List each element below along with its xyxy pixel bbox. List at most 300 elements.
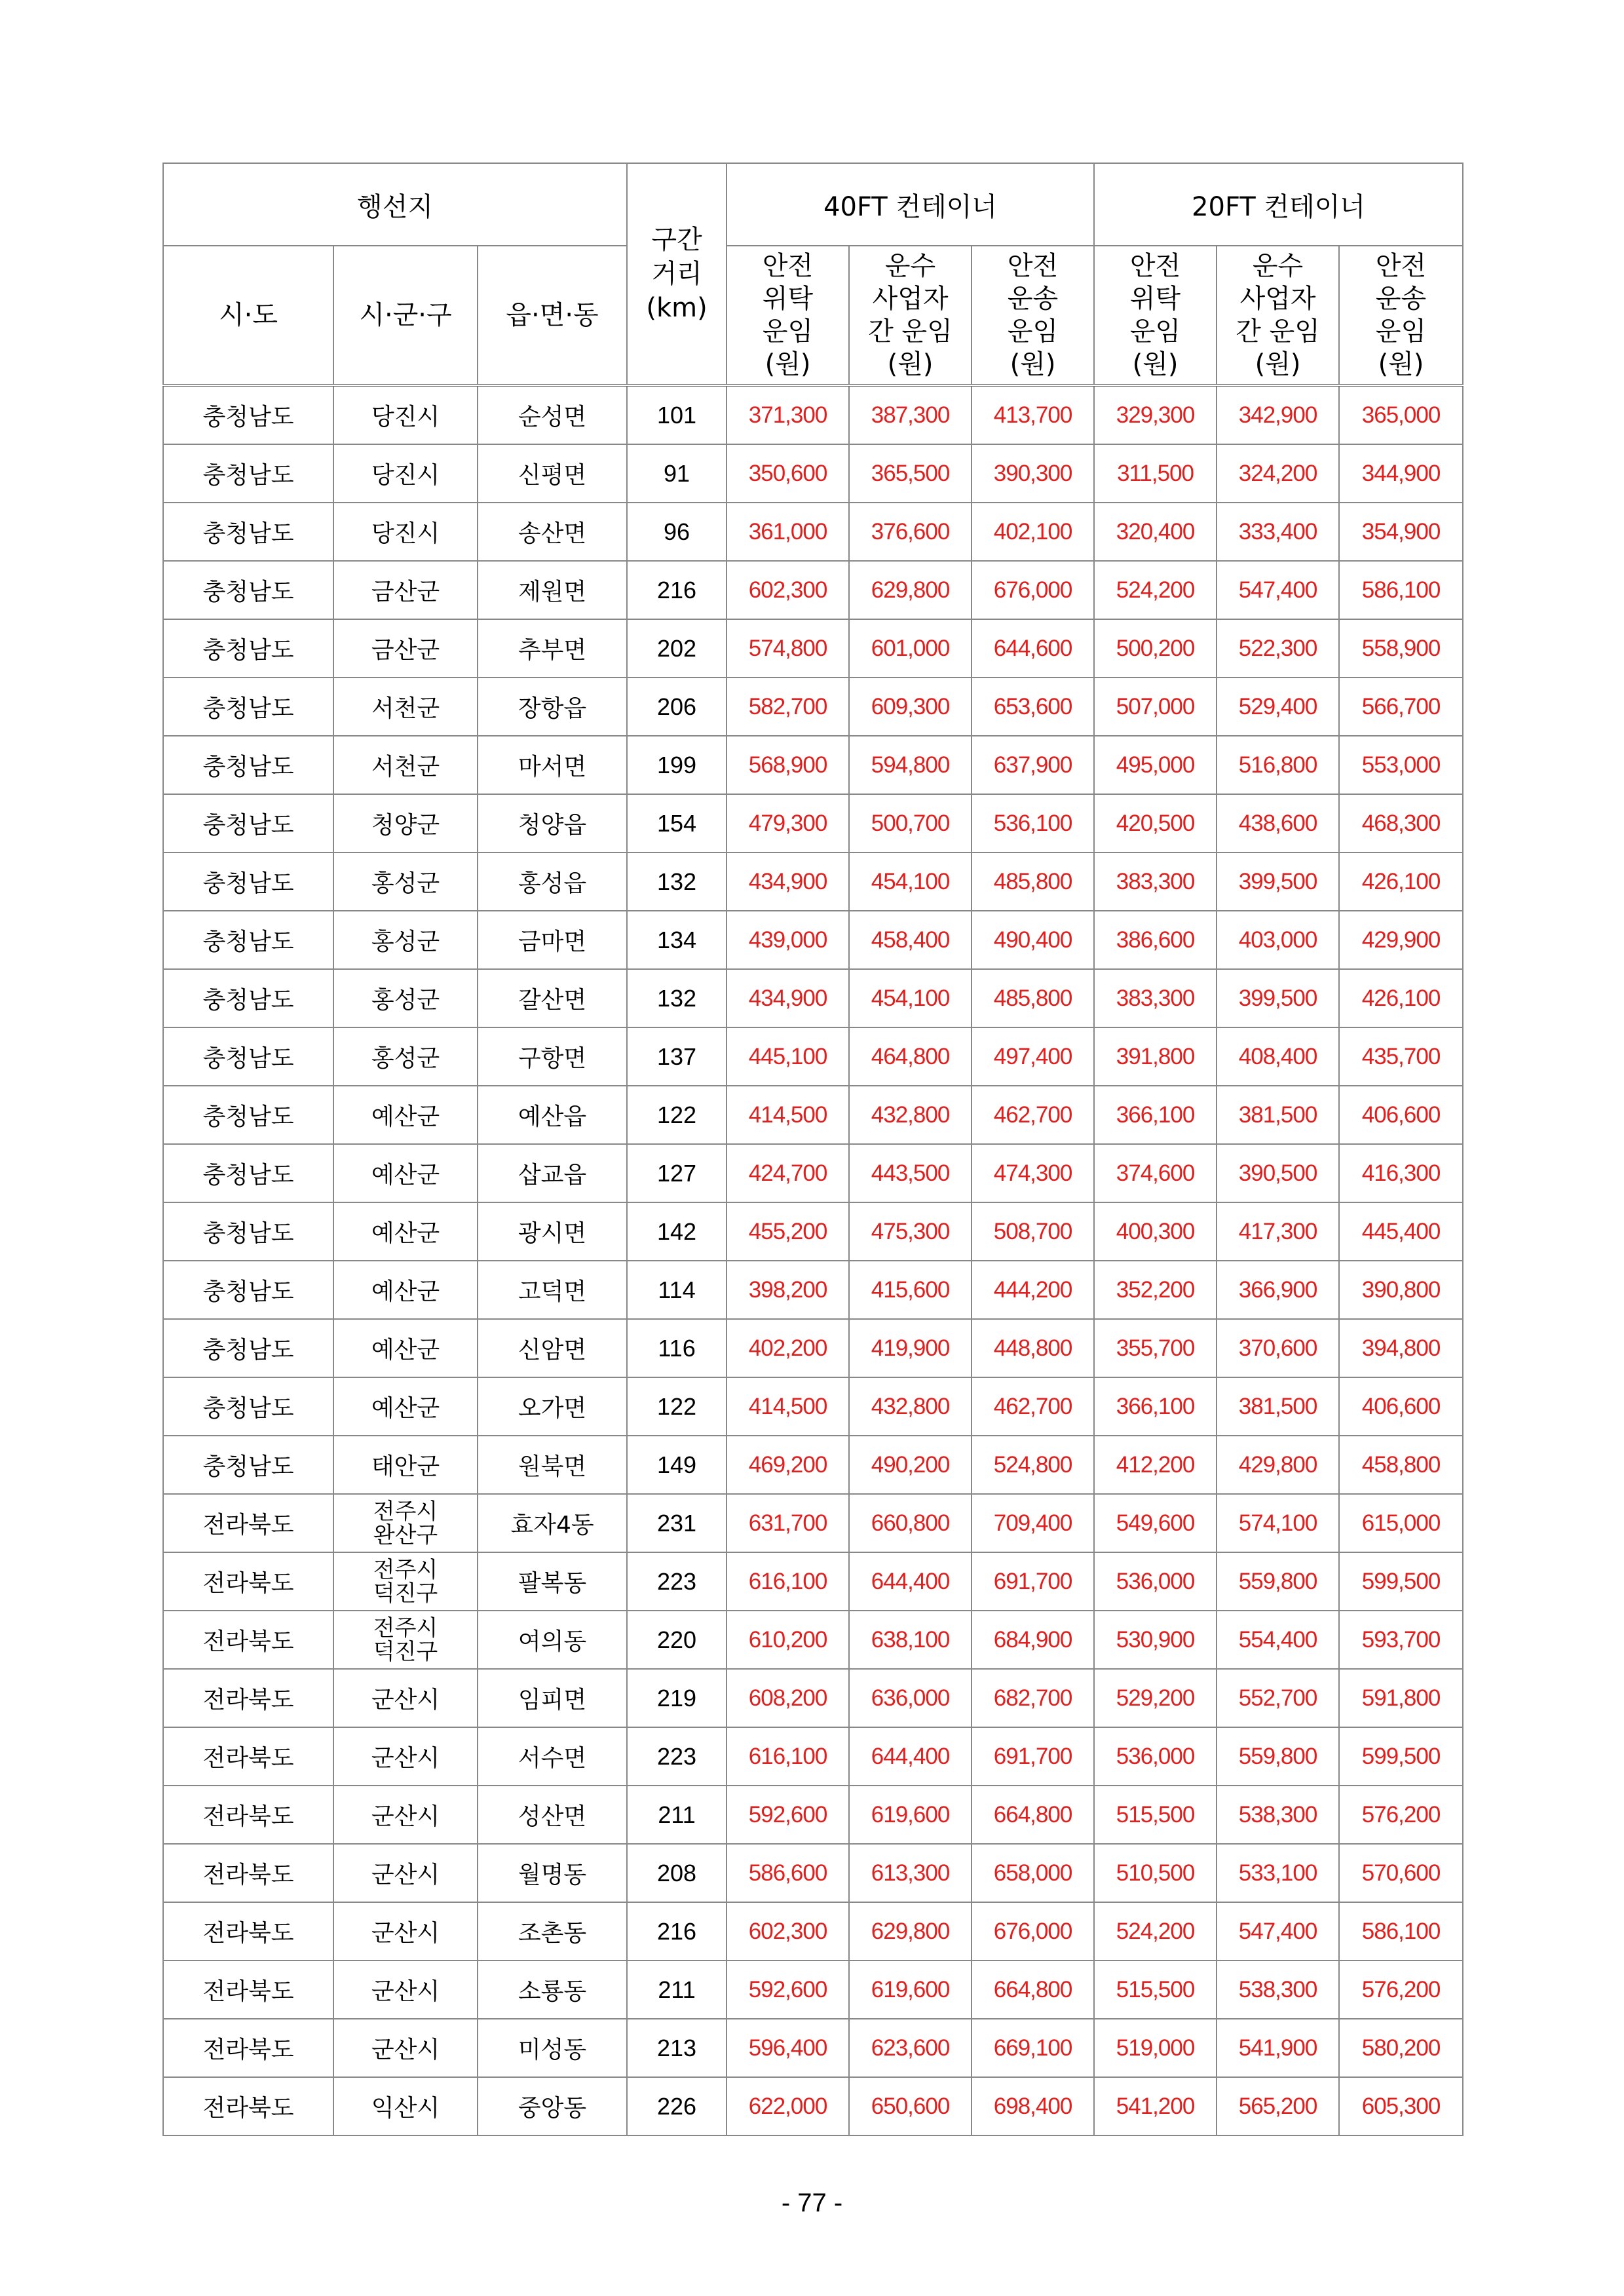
cell-ft40-between-carriers: 490,200 [849, 1436, 972, 1494]
cell-ft40-between-carriers: 636,000 [849, 1669, 972, 1727]
cell-sigungu: 군산시 [333, 1844, 478, 1902]
table-row [163, 1494, 1463, 1552]
rate-table-body [163, 385, 1463, 2135]
cell-ft20-safe-transport: 394,800 [1339, 1319, 1463, 1377]
cell-ft40-between-carriers: 464,800 [849, 1027, 972, 1086]
cell-eupmyeondong: 소룡동 [478, 1961, 627, 2019]
cell-distance-km: 149 [627, 1436, 727, 1494]
cell-ft40-safe-consign: 602,300 [727, 561, 849, 619]
cell-ft40-safe-transport: 664,800 [972, 1786, 1094, 1844]
cell-ft40-between-carriers: 629,800 [849, 1902, 972, 1961]
cell-ft40-safe-transport: 669,100 [972, 2019, 1094, 2077]
cell-eupmyeondong: 송산면 [478, 503, 627, 561]
cell-ft40-between-carriers: 660,800 [849, 1494, 972, 1552]
cell-ft40-safe-consign: 608,200 [727, 1669, 849, 1727]
cell-ft40-safe-transport: 691,700 [972, 1727, 1094, 1786]
cell-ft20-between-carriers: 429,800 [1217, 1436, 1339, 1494]
cell-eupmyeondong: 고덕면 [478, 1261, 627, 1319]
cell-ft40-safe-transport: 682,700 [972, 1669, 1094, 1727]
cell-sigungu: 익산시 [333, 2077, 478, 2135]
cell-eupmyeondong: 신암면 [478, 1319, 627, 1377]
cell-ft20-between-carriers: 390,500 [1217, 1144, 1339, 1202]
table-row [163, 969, 1463, 1027]
cell-sido: 충청남도 [163, 736, 333, 794]
cell-ft40-safe-transport: 524,800 [972, 1436, 1094, 1494]
cell-ft40-between-carriers: 376,600 [849, 503, 972, 561]
header-sigungu: 시·군·구 [333, 246, 478, 385]
cell-ft20-between-carriers: 565,200 [1217, 2077, 1339, 2135]
cell-sigungu: 홍성군 [333, 852, 478, 911]
cell-ft40-safe-consign: 582,700 [727, 678, 849, 736]
cell-ft20-safe-transport: 586,100 [1339, 1902, 1463, 1961]
cell-ft40-between-carriers: 619,600 [849, 1786, 972, 1844]
table-row [163, 1844, 1463, 1902]
cell-ft20-safe-consign: 515,500 [1094, 1786, 1217, 1844]
cell-ft20-safe-transport: 593,700 [1339, 1611, 1463, 1669]
page-number: - 77 - [781, 2189, 843, 2217]
cell-sido: 충청남도 [163, 1436, 333, 1494]
table-row [163, 852, 1463, 911]
cell-ft40-safe-transport: 413,700 [972, 385, 1094, 444]
cell-ft20-safe-consign: 412,200 [1094, 1436, 1217, 1494]
cell-ft40-between-carriers: 601,000 [849, 619, 972, 678]
cell-sido: 전라북도 [163, 2077, 333, 2135]
cell-distance-km: 220 [627, 1611, 727, 1669]
cell-ft20-between-carriers: 522,300 [1217, 619, 1339, 678]
cell-sido: 충청남도 [163, 1144, 333, 1202]
header-eupmyeondong: 읍·면·동 [478, 246, 627, 385]
cell-ft20-safe-transport: 566,700 [1339, 678, 1463, 736]
cell-ft40-safe-consign: 568,900 [727, 736, 849, 794]
cell-ft40-safe-consign: 592,600 [727, 1786, 849, 1844]
cell-eupmyeondong: 제원면 [478, 561, 627, 619]
table-row [163, 1319, 1463, 1377]
cell-ft20-between-carriers: 559,800 [1217, 1727, 1339, 1786]
cell-ft40-safe-consign: 616,100 [727, 1727, 849, 1786]
cell-ft20-safe-consign: 355,700 [1094, 1319, 1217, 1377]
cell-ft20-safe-consign: 524,200 [1094, 1902, 1217, 1961]
cell-sigungu: 당진시 [333, 385, 478, 444]
cell-eupmyeondong: 장항읍 [478, 678, 627, 736]
cell-eupmyeondong: 월명동 [478, 1844, 627, 1902]
cell-sido: 전라북도 [163, 1786, 333, 1844]
cell-distance-km: 213 [627, 2019, 727, 2077]
cell-ft20-safe-consign: 524,200 [1094, 561, 1217, 619]
cell-distance-km: 216 [627, 1902, 727, 1961]
cell-sido: 전라북도 [163, 1844, 333, 1902]
cell-ft20-safe-transport: 599,500 [1339, 1552, 1463, 1611]
cell-ft20-safe-consign: 366,100 [1094, 1377, 1217, 1436]
cell-distance-km: 91 [627, 444, 727, 503]
cell-ft40-between-carriers: 419,900 [849, 1319, 972, 1377]
cell-ft20-safe-consign: 495,000 [1094, 736, 1217, 794]
cell-eupmyeondong: 조촌동 [478, 1902, 627, 1961]
cell-sigungu: 예산군 [333, 1202, 478, 1261]
cell-ft40-safe-transport: 709,400 [972, 1494, 1094, 1552]
table-row [163, 1202, 1463, 1261]
table-row [163, 1436, 1463, 1494]
cell-distance-km: 122 [627, 1086, 727, 1144]
cell-distance-km: 132 [627, 852, 727, 911]
cell-ft20-safe-transport: 416,300 [1339, 1144, 1463, 1202]
cell-ft20-between-carriers: 381,500 [1217, 1086, 1339, 1144]
cell-ft20-between-carriers: 333,400 [1217, 503, 1339, 561]
cell-ft40-between-carriers: 619,600 [849, 1961, 972, 2019]
cell-ft40-safe-consign: 434,900 [727, 969, 849, 1027]
cell-ft20-between-carriers: 408,400 [1217, 1027, 1339, 1086]
header-destination: 행선지 [163, 163, 627, 246]
cell-eupmyeondong: 갈산면 [478, 969, 627, 1027]
cell-ft40-between-carriers: 613,300 [849, 1844, 972, 1902]
cell-ft20-safe-transport: 426,100 [1339, 969, 1463, 1027]
cell-ft40-safe-consign: 424,700 [727, 1144, 849, 1202]
cell-sigungu: 서천군 [333, 736, 478, 794]
cell-distance-km: 127 [627, 1144, 727, 1202]
cell-ft40-safe-consign: 574,800 [727, 619, 849, 678]
cell-ft20-safe-consign: 320,400 [1094, 503, 1217, 561]
cell-ft20-between-carriers: 403,000 [1217, 911, 1339, 969]
cell-ft40-between-carriers: 623,600 [849, 2019, 972, 2077]
cell-ft40-between-carriers: 644,400 [849, 1552, 972, 1611]
cell-eupmyeondong: 마서면 [478, 736, 627, 794]
cell-ft20-safe-consign: 352,200 [1094, 1261, 1217, 1319]
cell-sido: 충청남도 [163, 619, 333, 678]
cell-eupmyeondong: 삽교읍 [478, 1144, 627, 1202]
table-row [163, 385, 1463, 444]
cell-distance-km: 208 [627, 1844, 727, 1902]
cell-eupmyeondong: 구항면 [478, 1027, 627, 1086]
cell-ft40-safe-transport: 474,300 [972, 1144, 1094, 1202]
cell-distance-km: 202 [627, 619, 727, 678]
cell-ft40-safe-transport: 637,900 [972, 736, 1094, 794]
table-row [163, 1552, 1463, 1611]
cell-ft20-safe-transport: 406,600 [1339, 1086, 1463, 1144]
cell-sigungu: 군산시 [333, 1669, 478, 1727]
table-row [163, 2019, 1463, 2077]
cell-eupmyeondong: 광시면 [478, 1202, 627, 1261]
cell-ft40-safe-transport: 658,000 [972, 1844, 1094, 1902]
cell-sigungu: 예산군 [333, 1144, 478, 1202]
cell-ft40-safe-transport: 536,100 [972, 794, 1094, 852]
cell-distance-km: 206 [627, 678, 727, 736]
cell-ft40-between-carriers: 638,100 [849, 1611, 972, 1669]
cell-ft20-between-carriers: 552,700 [1217, 1669, 1339, 1727]
cell-ft40-between-carriers: 594,800 [849, 736, 972, 794]
cell-ft40-safe-consign: 439,000 [727, 911, 849, 969]
cell-ft20-safe-transport: 354,900 [1339, 503, 1463, 561]
table-row [163, 619, 1463, 678]
cell-ft40-safe-consign: 350,600 [727, 444, 849, 503]
cell-eupmyeondong: 여의동 [478, 1611, 627, 1669]
cell-ft20-safe-transport: 365,000 [1339, 385, 1463, 444]
header-40ft-safe-consign-rate: 안전 위탁 운임 (원) [727, 246, 849, 385]
cell-distance-km: 211 [627, 1786, 727, 1844]
table-row [163, 1611, 1463, 1669]
cell-sido: 충청남도 [163, 852, 333, 911]
cell-ft20-safe-transport: 390,800 [1339, 1261, 1463, 1319]
cell-ft40-safe-transport: 462,700 [972, 1377, 1094, 1436]
cell-ft20-safe-consign: 329,300 [1094, 385, 1217, 444]
cell-ft40-safe-transport: 676,000 [972, 561, 1094, 619]
cell-ft40-safe-consign: 414,500 [727, 1086, 849, 1144]
cell-ft40-safe-transport: 485,800 [972, 852, 1094, 911]
cell-ft20-between-carriers: 370,600 [1217, 1319, 1339, 1377]
cell-sido: 충청남도 [163, 1319, 333, 1377]
cell-ft20-safe-transport: 406,600 [1339, 1377, 1463, 1436]
cell-sido: 충청남도 [163, 1202, 333, 1261]
cell-ft20-between-carriers: 533,100 [1217, 1844, 1339, 1902]
cell-eupmyeondong: 팔복동 [478, 1552, 627, 1611]
cell-sido: 충청남도 [163, 969, 333, 1027]
table-row [163, 1669, 1463, 1727]
cell-sigungu: 예산군 [333, 1377, 478, 1436]
cell-sigungu: 군산시 [333, 1727, 478, 1786]
cell-ft20-safe-consign: 311,500 [1094, 444, 1217, 503]
cell-eupmyeondong: 청양읍 [478, 794, 627, 852]
cell-ft20-between-carriers: 574,100 [1217, 1494, 1339, 1552]
cell-ft40-between-carriers: 500,700 [849, 794, 972, 852]
cell-sido: 충청남도 [163, 444, 333, 503]
cell-distance-km: 116 [627, 1319, 727, 1377]
cell-distance-km: 137 [627, 1027, 727, 1086]
cell-sigungu: 전주시 완산구 [333, 1494, 478, 1552]
cell-ft20-safe-consign: 519,000 [1094, 2019, 1217, 2077]
cell-sigungu: 당진시 [333, 503, 478, 561]
cell-ft20-between-carriers: 541,900 [1217, 2019, 1339, 2077]
table-row [163, 1086, 1463, 1144]
cell-ft20-between-carriers: 538,300 [1217, 1786, 1339, 1844]
table-row [163, 911, 1463, 969]
cell-distance-km: 223 [627, 1552, 727, 1611]
cell-ft20-safe-transport: 580,200 [1339, 2019, 1463, 2077]
cell-ft40-safe-transport: 462,700 [972, 1086, 1094, 1144]
cell-ft40-safe-consign: 371,300 [727, 385, 849, 444]
cell-ft40-safe-transport: 508,700 [972, 1202, 1094, 1261]
cell-sido: 전라북도 [163, 1902, 333, 1961]
cell-ft20-safe-transport: 445,400 [1339, 1202, 1463, 1261]
cell-ft20-safe-transport: 605,300 [1339, 2077, 1463, 2135]
cell-sigungu: 군산시 [333, 1902, 478, 1961]
cell-sido: 충청남도 [163, 1086, 333, 1144]
cell-sido: 전라북도 [163, 1611, 333, 1669]
cell-ft40-safe-transport: 448,800 [972, 1319, 1094, 1377]
cell-eupmyeondong: 순성면 [478, 385, 627, 444]
cell-sido: 충청남도 [163, 1027, 333, 1086]
cell-eupmyeondong: 서수면 [478, 1727, 627, 1786]
cell-sigungu: 군산시 [333, 1961, 478, 2019]
cell-eupmyeondong: 효자4동 [478, 1494, 627, 1552]
cell-ft20-between-carriers: 399,500 [1217, 852, 1339, 911]
header-distance: 구간 거리 (km) [627, 163, 727, 385]
cell-ft20-between-carriers: 559,800 [1217, 1552, 1339, 1611]
cell-sido: 충청남도 [163, 1377, 333, 1436]
cell-distance-km: 211 [627, 1961, 727, 2019]
cell-ft20-safe-consign: 536,000 [1094, 1552, 1217, 1611]
table-row [163, 444, 1463, 503]
cell-eupmyeondong: 중앙동 [478, 2077, 627, 2135]
cell-ft40-safe-consign: 592,600 [727, 1961, 849, 2019]
cell-ft20-between-carriers: 547,400 [1217, 1902, 1339, 1961]
cell-sigungu: 전주시 덕진구 [333, 1611, 478, 1669]
cell-ft40-between-carriers: 609,300 [849, 678, 972, 736]
cell-distance-km: 219 [627, 1669, 727, 1727]
cell-sido: 충청남도 [163, 503, 333, 561]
cell-distance-km: 101 [627, 385, 727, 444]
cell-ft20-between-carriers: 554,400 [1217, 1611, 1339, 1669]
cell-ft20-between-carriers: 529,400 [1217, 678, 1339, 736]
cell-sido: 전라북도 [163, 1727, 333, 1786]
table-row [163, 1727, 1463, 1786]
table-row [163, 794, 1463, 852]
cell-sido: 충청남도 [163, 794, 333, 852]
cell-ft20-safe-transport: 586,100 [1339, 561, 1463, 619]
table-row [163, 1144, 1463, 1202]
cell-ft20-safe-consign: 530,900 [1094, 1611, 1217, 1669]
cell-eupmyeondong: 임피면 [478, 1669, 627, 1727]
table-row [163, 1786, 1463, 1844]
cell-ft40-safe-consign: 596,400 [727, 2019, 849, 2077]
cell-ft40-between-carriers: 644,400 [849, 1727, 972, 1786]
cell-sido: 전라북도 [163, 2019, 333, 2077]
cell-sigungu: 태안군 [333, 1436, 478, 1494]
cell-ft20-safe-transport: 435,700 [1339, 1027, 1463, 1086]
cell-ft40-between-carriers: 432,800 [849, 1086, 972, 1144]
header-40ft-container: 40FT 컨테이너 [727, 163, 1094, 246]
cell-ft20-safe-consign: 366,100 [1094, 1086, 1217, 1144]
cell-sido: 충청남도 [163, 678, 333, 736]
cell-ft20-safe-transport: 344,900 [1339, 444, 1463, 503]
table-row [163, 1027, 1463, 1086]
cell-ft20-between-carriers: 516,800 [1217, 736, 1339, 794]
cell-sido: 충청남도 [163, 911, 333, 969]
header-20ft-safe-transport-rate: 안전 운송 운임 (원) [1339, 246, 1463, 385]
table-row [163, 1377, 1463, 1436]
cell-ft40-safe-consign: 434,900 [727, 852, 849, 911]
cell-distance-km: 199 [627, 736, 727, 794]
cell-ft40-safe-consign: 445,100 [727, 1027, 849, 1086]
cell-eupmyeondong: 오가면 [478, 1377, 627, 1436]
cell-sido: 전라북도 [163, 1669, 333, 1727]
cell-ft40-safe-transport: 402,100 [972, 503, 1094, 561]
table-row [163, 678, 1463, 736]
cell-ft20-between-carriers: 324,200 [1217, 444, 1339, 503]
cell-sigungu: 전주시 덕진구 [333, 1552, 478, 1611]
cell-ft40-safe-consign: 469,200 [727, 1436, 849, 1494]
cell-sigungu: 예산군 [333, 1261, 478, 1319]
cell-sigungu: 예산군 [333, 1086, 478, 1144]
cell-sido: 전라북도 [163, 1961, 333, 2019]
cell-sigungu: 홍성군 [333, 1027, 478, 1086]
cell-distance-km: 226 [627, 2077, 727, 2135]
cell-sigungu: 청양군 [333, 794, 478, 852]
table-row [163, 736, 1463, 794]
cell-sido: 충청남도 [163, 1261, 333, 1319]
cell-ft40-safe-transport: 698,400 [972, 2077, 1094, 2135]
cell-ft40-safe-consign: 479,300 [727, 794, 849, 852]
cell-distance-km: 134 [627, 911, 727, 969]
header-sido: 시·도 [163, 246, 333, 385]
cell-ft20-safe-consign: 529,200 [1094, 1669, 1217, 1727]
cell-sigungu: 군산시 [333, 1786, 478, 1844]
cell-ft40-safe-transport: 664,800 [972, 1961, 1094, 2019]
cell-eupmyeondong: 추부면 [478, 619, 627, 678]
cell-sigungu: 서천군 [333, 678, 478, 736]
cell-ft20-safe-consign: 515,500 [1094, 1961, 1217, 2019]
cell-ft20-safe-consign: 383,300 [1094, 969, 1217, 1027]
cell-sigungu: 금산군 [333, 561, 478, 619]
cell-sigungu: 당진시 [333, 444, 478, 503]
cell-ft20-safe-transport: 615,000 [1339, 1494, 1463, 1552]
cell-ft20-safe-consign: 383,300 [1094, 852, 1217, 911]
cell-ft20-safe-transport: 553,000 [1339, 736, 1463, 794]
cell-distance-km: 122 [627, 1377, 727, 1436]
cell-distance-km: 231 [627, 1494, 727, 1552]
header-20ft-safe-consign-rate: 안전 위탁 운임 (원) [1094, 246, 1217, 385]
cell-sido: 전라북도 [163, 1552, 333, 1611]
cell-ft40-safe-transport: 691,700 [972, 1552, 1094, 1611]
cell-ft40-safe-consign: 616,100 [727, 1552, 849, 1611]
cell-eupmyeondong: 성산면 [478, 1786, 627, 1844]
cell-distance-km: 223 [627, 1727, 727, 1786]
cell-ft40-safe-consign: 622,000 [727, 2077, 849, 2135]
cell-ft40-safe-transport: 644,600 [972, 619, 1094, 678]
cell-eupmyeondong: 예산읍 [478, 1086, 627, 1144]
cell-ft40-between-carriers: 432,800 [849, 1377, 972, 1436]
cell-eupmyeondong: 금마면 [478, 911, 627, 969]
table-row [163, 2077, 1463, 2135]
cell-eupmyeondong: 원북면 [478, 1436, 627, 1494]
cell-ft40-safe-consign: 610,200 [727, 1611, 849, 1669]
cell-ft20-safe-transport: 570,600 [1339, 1844, 1463, 1902]
header-20ft-between-carriers-rate: 운수 사업자 간 운임 (원) [1217, 246, 1339, 385]
table-row [163, 561, 1463, 619]
cell-ft20-between-carriers: 342,900 [1217, 385, 1339, 444]
cell-ft20-safe-transport: 599,500 [1339, 1727, 1463, 1786]
cell-eupmyeondong: 홍성읍 [478, 852, 627, 911]
cell-eupmyeondong: 신평면 [478, 444, 627, 503]
table-row [163, 1961, 1463, 2019]
cell-ft40-safe-transport: 497,400 [972, 1027, 1094, 1086]
cell-ft40-safe-transport: 684,900 [972, 1611, 1094, 1669]
cell-ft40-between-carriers: 387,300 [849, 385, 972, 444]
cell-ft20-safe-consign: 420,500 [1094, 794, 1217, 852]
cell-ft20-safe-transport: 558,900 [1339, 619, 1463, 678]
cell-ft20-safe-consign: 374,600 [1094, 1144, 1217, 1202]
cell-sigungu: 금산군 [333, 619, 478, 678]
table-row [163, 1902, 1463, 1961]
cell-ft40-safe-consign: 398,200 [727, 1261, 849, 1319]
cell-ft40-safe-consign: 631,700 [727, 1494, 849, 1552]
cell-ft20-safe-consign: 549,600 [1094, 1494, 1217, 1552]
cell-ft20-safe-transport: 458,800 [1339, 1436, 1463, 1494]
cell-ft20-safe-transport: 426,100 [1339, 852, 1463, 911]
cell-ft20-safe-consign: 507,000 [1094, 678, 1217, 736]
cell-ft40-safe-transport: 490,400 [972, 911, 1094, 969]
cell-sigungu: 홍성군 [333, 911, 478, 969]
cell-ft40-safe-transport: 653,600 [972, 678, 1094, 736]
cell-ft40-between-carriers: 443,500 [849, 1144, 972, 1202]
table-row [163, 503, 1463, 561]
header-40ft-safe-transport-rate: 안전 운송 운임 (원) [972, 246, 1094, 385]
cell-ft40-safe-transport: 444,200 [972, 1261, 1094, 1319]
cell-ft40-safe-transport: 485,800 [972, 969, 1094, 1027]
cell-ft40-between-carriers: 454,100 [849, 852, 972, 911]
cell-ft20-safe-consign: 536,000 [1094, 1727, 1217, 1786]
header-40ft-between-carriers-rate: 운수 사업자 간 운임 (원) [849, 246, 972, 385]
cell-ft40-between-carriers: 475,300 [849, 1202, 972, 1261]
freight-rate-table [162, 163, 1463, 2136]
cell-ft20-between-carriers: 547,400 [1217, 561, 1339, 619]
